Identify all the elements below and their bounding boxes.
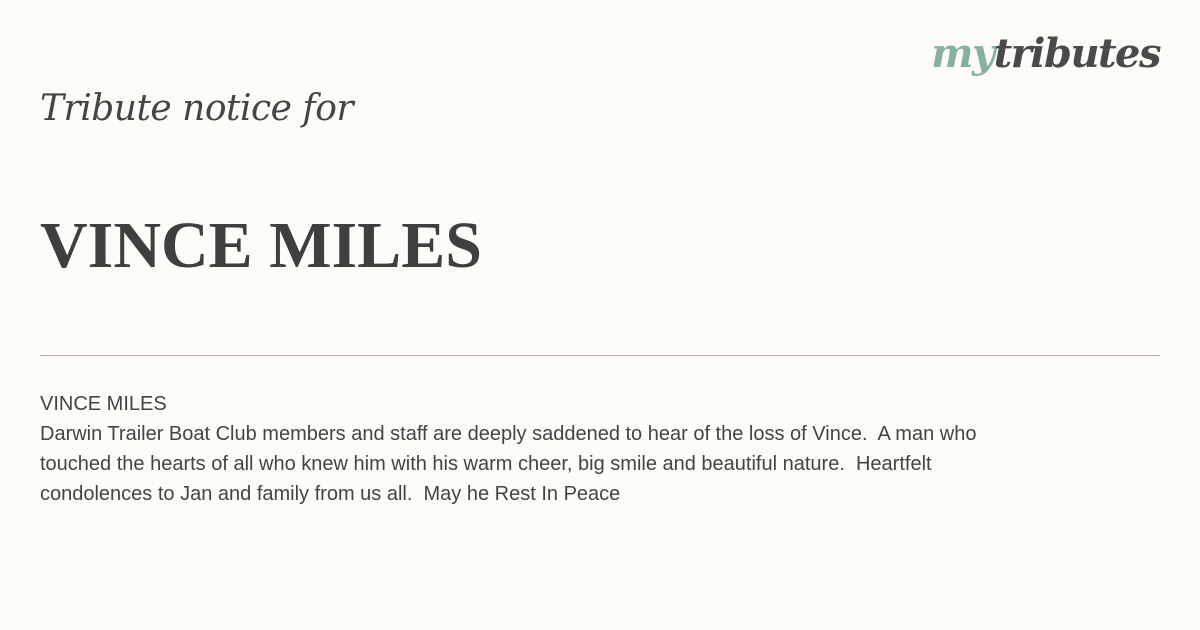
mytributes-logo bbox=[931, 30, 1160, 77]
message-line: Darwin Trailer Boat Club members and staff are deeply saddened to hear of the loss of Vince. A man who bbox=[40, 423, 977, 445]
divider bbox=[40, 355, 1160, 356]
tribute-intro: Tribute notice for bbox=[40, 88, 354, 129]
deceased-name: VINCE MILES bbox=[40, 209, 482, 282]
logo-my: my bbox=[931, 30, 994, 77]
message-line: touched the hearts of all who knew him with his warm cheer, big smile and beautiful nature. Heartfelt bbox=[40, 453, 932, 475]
tribute-message bbox=[40, 389, 1120, 509]
logo-tributes: tributes bbox=[993, 30, 1160, 77]
message-line: condolences to Jan and family from us all. May he Rest In Peace bbox=[40, 483, 621, 505]
message-heading: VINCE MILES bbox=[40, 393, 167, 415]
